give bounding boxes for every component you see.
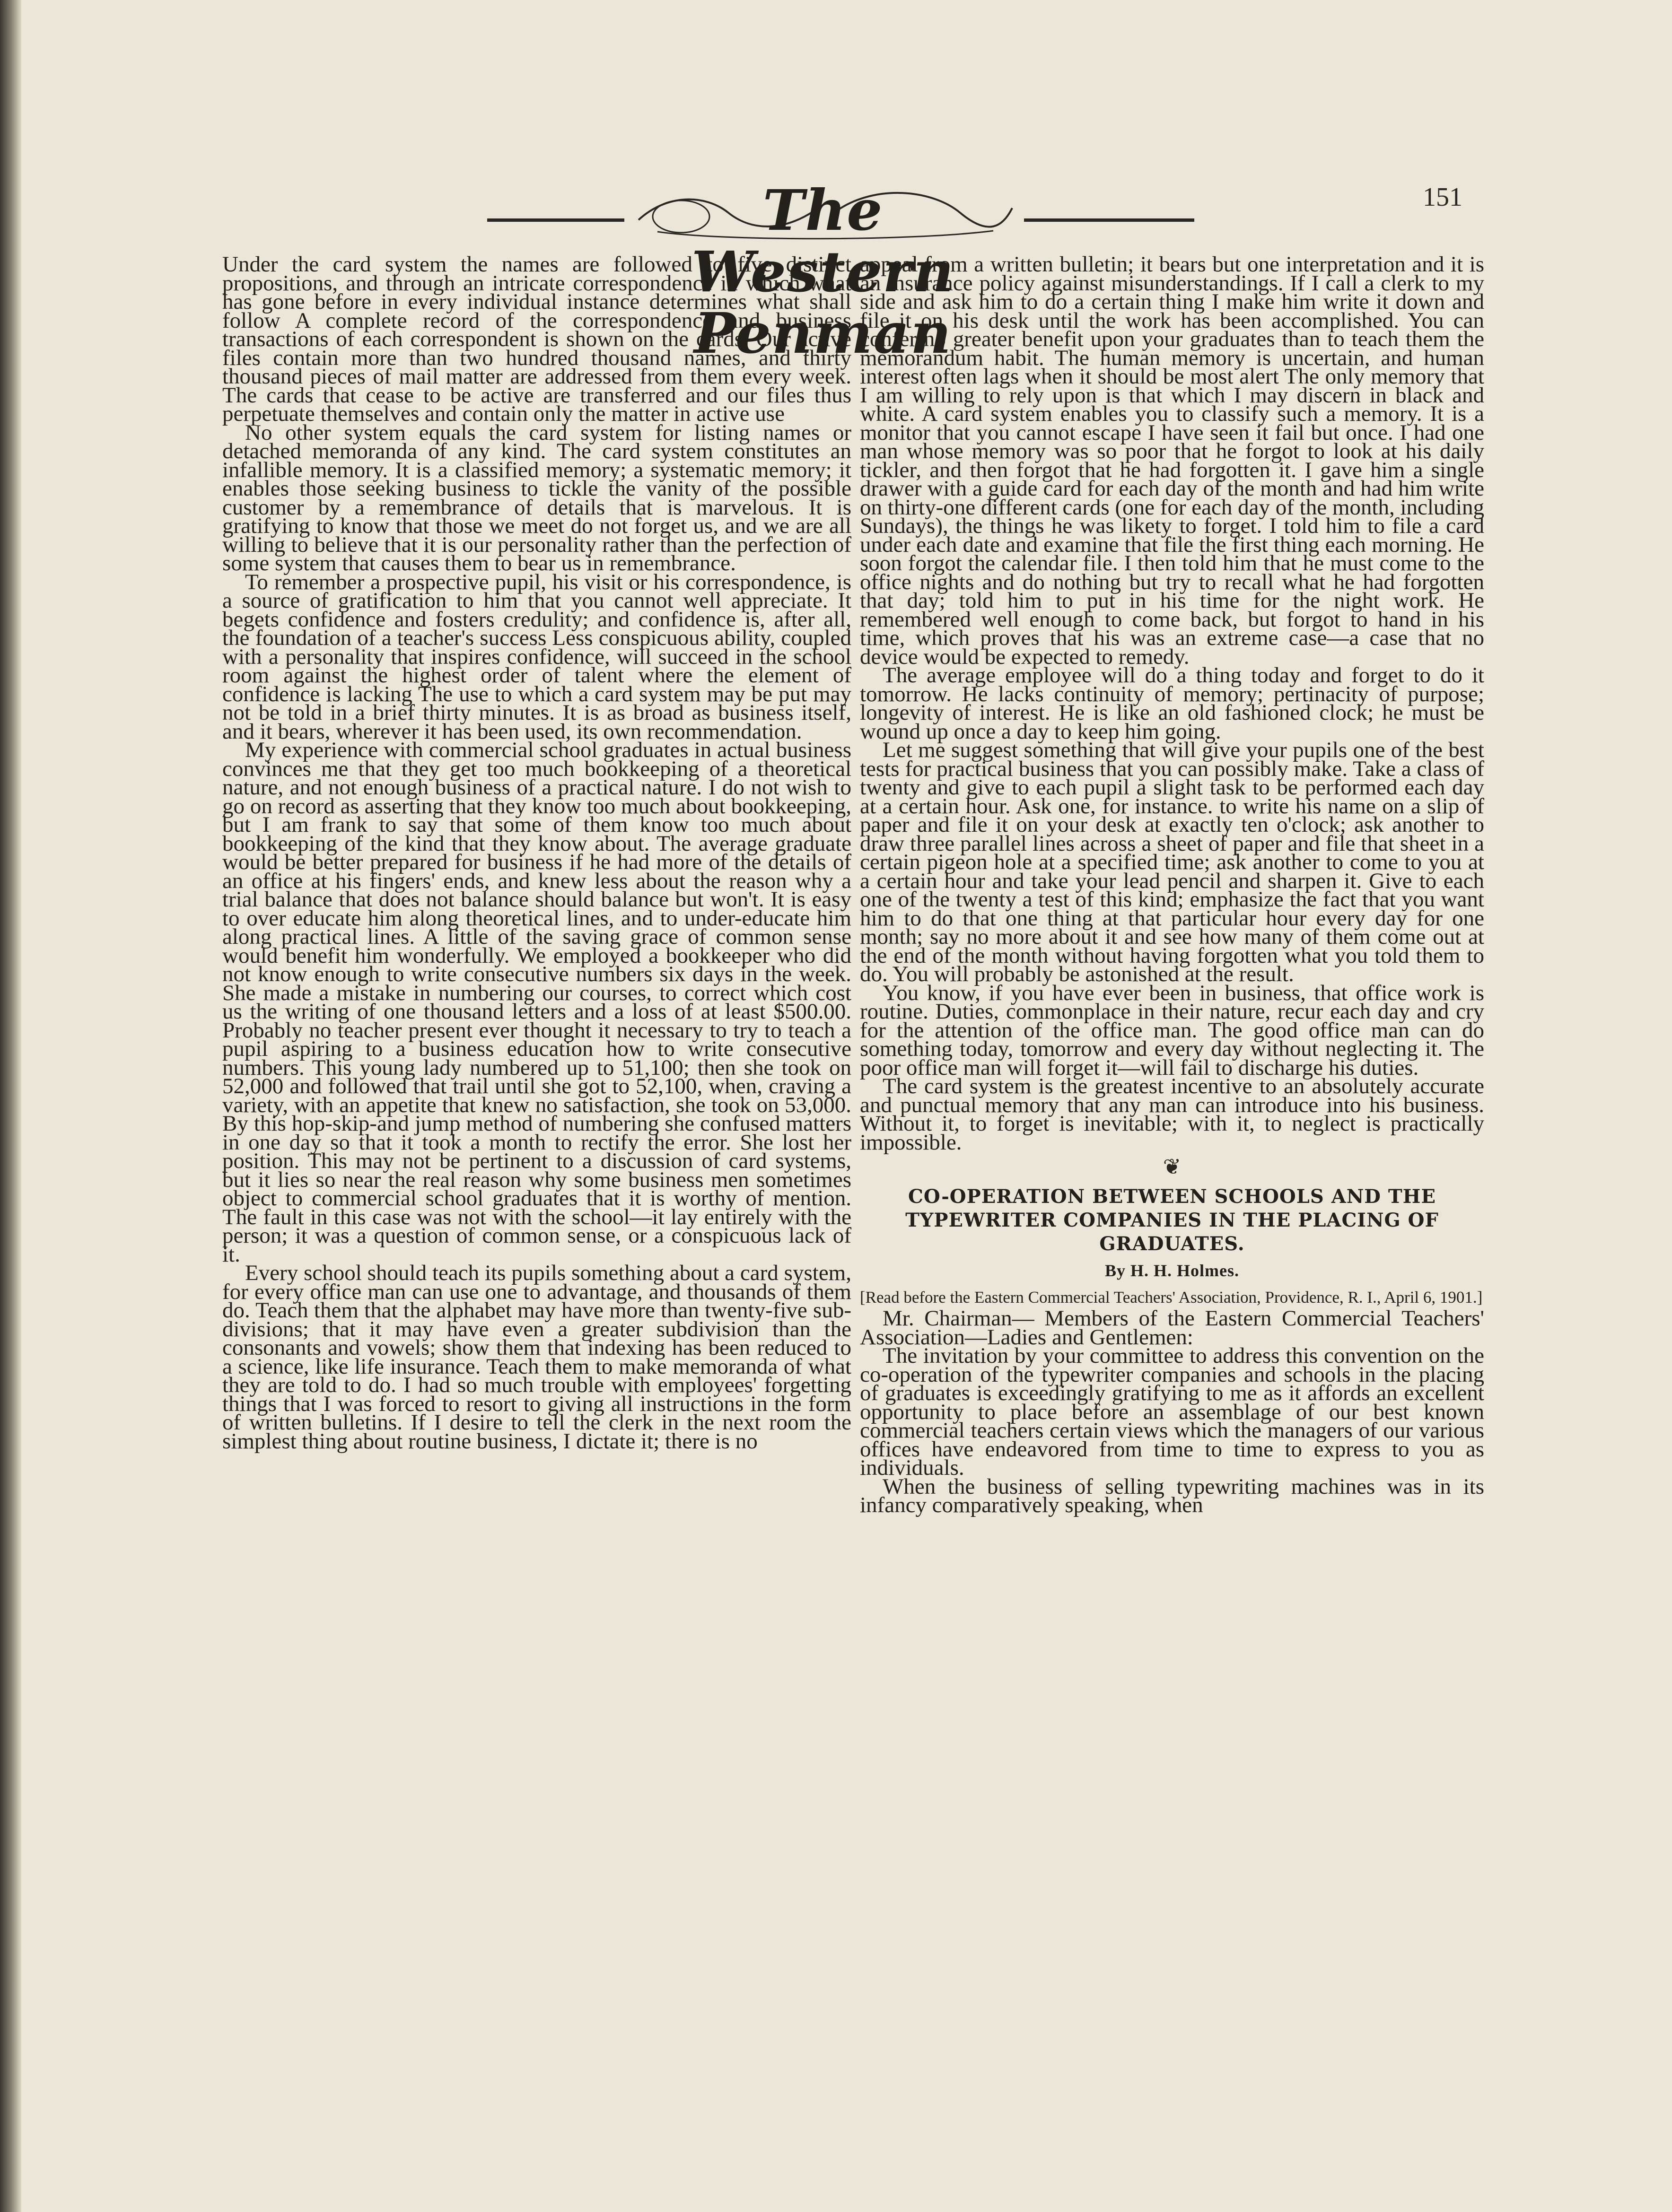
article-byline: By H. H. Holmes. <box>1105 1261 1239 1280</box>
header-rule-right <box>1024 218 1194 222</box>
paragraph: The card system is the greatest incentive to an absolutely accurate and punctual memory that any man can introduce into his business. Without it, to forget is inevitable; with it, to neglect is practically impossible. <box>860 1074 1484 1155</box>
left-column <box>222 252 851 1454</box>
masthead-logo <box>629 175 1017 366</box>
paragraph: To remember a prospective pupil, his visit or his correspondence, is a source of gratification to him that you cannot well appreciate. It begets confidence and fosters credulity; and confidence is, after all, the foundation of a teacher's success Less conspicuous ability, coupled with a personality that inspires confidence, will succeed in the school room against the highest order of talent where the element of confidence is lacking The use to which a card system may be put may not be told in a brief thirty minutes. It is as broad as business itself, and it bears, wherever it has been used, its own recommendation. <box>222 569 851 744</box>
page-header <box>487 165 1197 366</box>
article-title: CO-OPERATION BETWEEN SCHOOLS AND THE TYPEWRITER COMPANIES IN THE PLACING OF GRADUATES. <box>905 1185 1439 1255</box>
header-rule-left <box>487 218 624 222</box>
right-column <box>860 252 1484 1517</box>
paragraph: You know, if you have ever been in business, that office work is routine. Duties, commonplace in their nature, recur each day and cry for the attention of the office man. The good office man can do something today, tomorrow and every day without neglecting it. The poor office man will forget it—will fail to discharge his duties. <box>860 980 1484 1080</box>
paragraph: No other system equals the card system for listing names or detached memoranda of any kind. The card system constitutes an infallible memory. It is a classified memory; a systematic memory; it enables those seeking business to tickle the vanity of the possible customer by a remembrance of details that is marvelous. It is gratifying to know that those we meet do not forget us, and we are all willing to believe that it is our personality rather than the perfection of some system that causes them to bear us in remembrance. <box>222 420 851 575</box>
masthead-title: The Western Penman <box>692 177 954 366</box>
paragraph: The average employee will do a thing today and forget to do it tomorrow. He lacks continuity of memory; pertinacity of purpose; longevity of interest. He is like an old fashioned clock; he must be wound up once a day to keep him going. <box>860 663 1484 744</box>
page-number: 151 <box>1423 183 1462 212</box>
fleuron-icon: ❦ <box>1163 1155 1182 1179</box>
paragraph: Mr. Chairman— Members of the Eastern Commercial Teachers' Association—Ladies and Gentlemen: <box>860 1306 1484 1350</box>
paragraph: Under the card system the names are followed to five distinct propositions, and through an intricate correspondence in which what has gone before in every individual instance determines what shall follow A complete record of the correspondence and business transactions of each correspondent is shown on the cards. Our active files contain more than two hundred thousand names, and thirty thousand pieces of mail matter are addressed from them every week. The cards that cease to be active are transferred and our files thus perpetuate themselves and contain only the matter in active use <box>222 252 851 426</box>
paragraph: Let me suggest something that will give your pupils one of the best tests for practical business that you can possibly make. Take a class of twenty and give to each pupil a slight task to be performed each day at a certain hour. Ask one, for instance. to write his name on a slip of paper and file it on your desk at exactly ten o'clock; ask another to draw three parallel lines across a sheet of paper and file that sheet in a certain pigeon hole at a specified time; ask another to come to you at a certain hour and take your lead pencil and sharpen it. Give to each one of the twenty a test of this kind; emphasize the fact that you want him to do that one thing at that particular hour every day for one month; say no more about it and see how many of them come out at the end of the month without having forgotten what you told them to do. You will probably be astonished at the result. <box>860 738 1484 986</box>
paragraph: Every school should teach its pupils something about a card system, for every office man can use one to advantage, and thousands of them do. Teach them that the alphabet may have more than twenty-five sub-divisions; that it may have even a greater subdivision than the consonants and vowels; show them that indexing has been reduced to a science, like life insurance. Teach them to make memoranda of what they are told to do. I had so much trouble with employees' forgetting things that I was forced to resort to giving all instructions in the form of written bulletins. If I desire to tell the clerk in the next room the simplest thing about routine business, I dictate it; there is no <box>222 1261 851 1454</box>
book-gutter <box>0 0 21 2212</box>
paragraph: My experience with commercial school graduates in actual business convinces me that they get too much bookkeeping of a theoretical nature, and not enough business of a practical nature. I do not wish to go on record as asserting that they know too much about bookkeeping, but I am frank to say that some of them know too much about bookkeeping of the kind that they know about. The average graduate would be better prepared for business if he had more of the details of an office at his fingers' ends, and knew less about the reason why a trial balance that does not balance should balance but won't. It is easy to over educate him along theoretical lines, and to under-educate him along practical lines. A little of the saving grace of common sense would benefit him wonderfully. We employed a bookkeeper who did not know enough to write consecutive numbers six days in the week. She made a mistake in numbering our courses, to correct which cost us the writing of one thousand letters and a loss of at least $500.00. Probably no teacher present ever thought it necessary to try to teach a pupil aspiring to a business education how to write consecutive numbers. This young lady numbered up to 51,100; then she took on 52,000 and followed that trail until she got to 52,100, when, craving a variety, with an appetite that knew no satisfaction, she took on 53,000. By this hop-skip-and jump method of numbering she confused matters in one day so that it took a month to rectify the error. She lost her position. This may not be pertinent to a discussion of card systems, but it lies so near the real reason why some business men sometimes object to commercial school graduates that it is worthy of mention. The fault in this case was not with the school—it lay entirely with the person; it was a question of common sense, or a conspicuous lack of it. <box>222 738 851 1267</box>
article-note: [Read before the Eastern Commercial Teachers' Association, Providence, R. I., April 6, 1901.] <box>860 1288 1483 1306</box>
paragraph: The invitation by your committee to address this convention on the co-operation of the typewriter companies and schools in the placing of graduates is exceedingly gratifying to me as it affords an excellent opportunity to place before an assemblage of our best known commercial teachers certain views which the managers of our various offices have endeavored from time to time to express to you as individuals. <box>860 1343 1484 1480</box>
paragraph: When the business of selling typewriting machines was in its infancy comparatively speaking, when <box>860 1474 1484 1517</box>
paragraph: appeal from a written bulletin; it bears but one interpretation and it is an insurance policy against misunderstandings. If I call a clerk to my side and ask him to do a certain thing I make him write it down and file it on his desk until the work has been accomplished. You can confer no greater benefit upon your graduates than to teach them the memorandum habit. The human memory is uncertain, and human interest often lags when it should be most alert The only memory that I am willing to rely upon is that which I may discern in black and white. A card system enables you to classify such a memory. It is a monitor that you cannot escape I have seen it fail but once. I had one man whose memory was so poor that he forgot to look at his daily tickler, and then forgot that he had forgotten it. I gave him a single drawer with a guide card for each day of the month and had him write on thirty-one different cards (one for each day of the month, including Sundays), the things he was likety to forget. I told him to file a card under each date and examine that file the first thing each morning. He soon forgot the calendar file. I then told him that he must come to the office nights and do nothing but try to recall what he had forgotten that day; told him to put in his time for the night work. He remembered well enough to come back, but forgot to hand in his time, which proves that his was an extreme case—a case that no device would be expected to remedy. <box>860 252 1484 669</box>
